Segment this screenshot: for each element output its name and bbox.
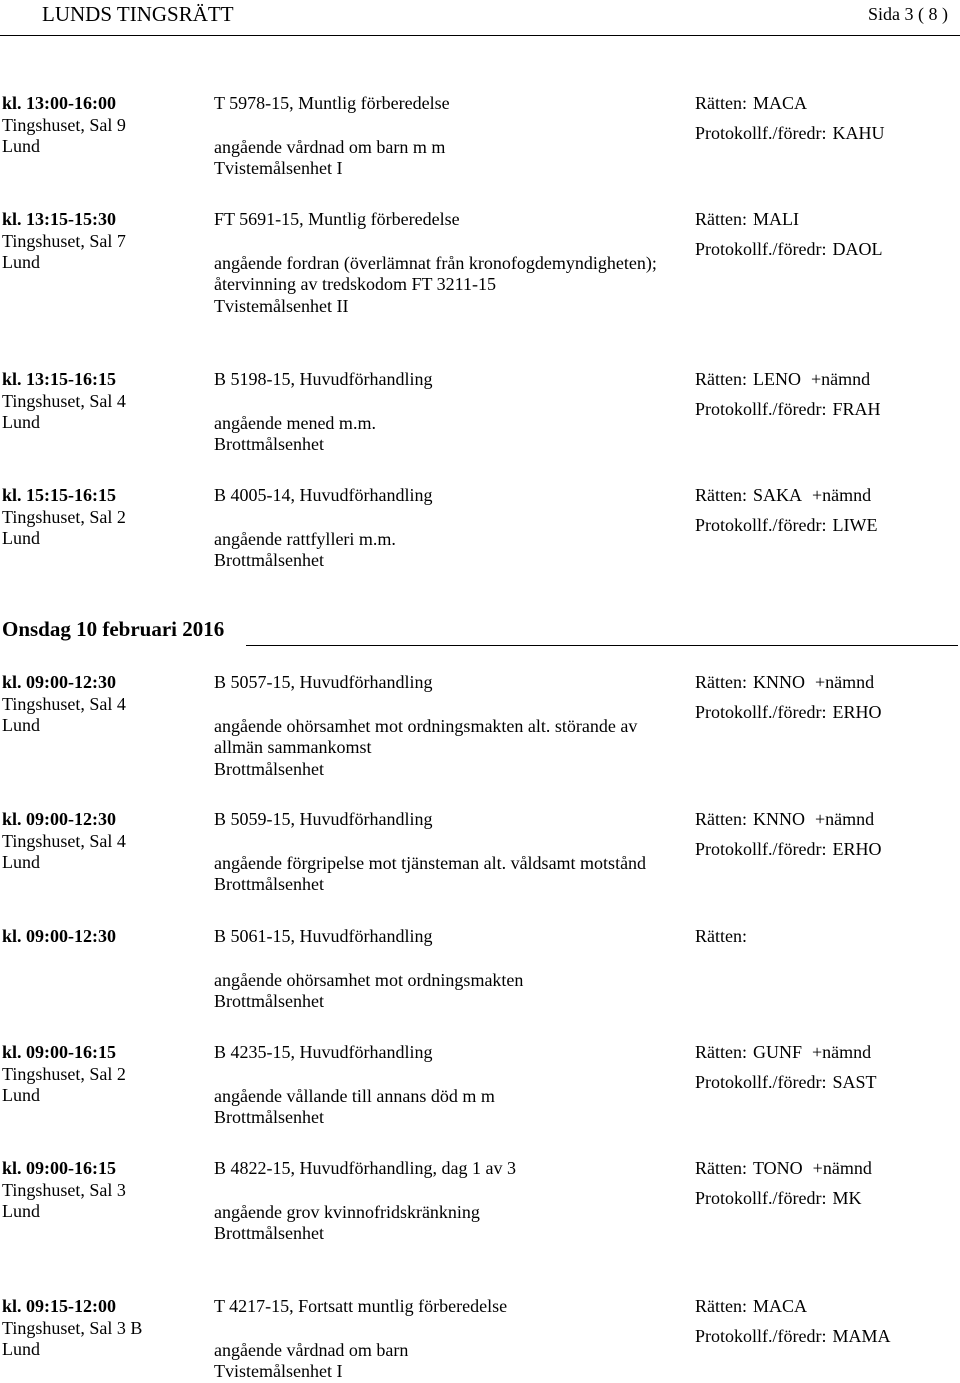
hearing-time-place — [2, 485, 202, 550]
spacer — [214, 507, 684, 529]
hearing-court — [695, 369, 957, 420]
court-line — [695, 1158, 957, 1180]
court-judge: KNNO — [753, 809, 805, 829]
hearing-city: Lund — [2, 136, 40, 156]
court-line — [695, 1042, 957, 1064]
hearing-court — [695, 672, 957, 723]
case-subject: angående fordran (överlämnat från kronofogdemyndigheten); återvinning av tredskodom FT 3211-15 — [214, 252, 657, 294]
page-header — [0, 0, 960, 34]
protocol-label: Protokollf./föredr: — [695, 1187, 827, 1208]
hearing-case — [214, 809, 684, 896]
hearing-city: Lund — [2, 852, 40, 872]
lay-judges: +nämnd — [811, 369, 871, 389]
case-title: FT 5691-15, Muntlig förberedelse — [214, 209, 460, 229]
hearing-case — [214, 672, 684, 780]
court-label: Rätten: — [695, 369, 747, 389]
hearing-time-place — [2, 926, 202, 948]
case-unit: Brottmålsenhet — [214, 758, 324, 779]
lay-judges: +nämnd — [812, 1158, 872, 1178]
hearing-room: Tingshuset, Sal 3 — [2, 1179, 126, 1200]
hearing-time: kl. 09:00-16:15 — [2, 1158, 116, 1178]
case-subject: angående ohörsamhet mot ordningsmakten — [214, 969, 524, 990]
case-subject: angående grov kvinnofridskränkning — [214, 1201, 480, 1222]
day-heading-divider — [246, 645, 958, 646]
hearing-court — [695, 1042, 957, 1093]
protocol-clerk: FRAH — [832, 398, 881, 419]
lay-judges: +nämnd — [812, 485, 872, 505]
hearing-court — [695, 209, 957, 260]
page-number: Sida 3 ( 8 ) — [868, 4, 948, 24]
case-subject: angående vårdnad om barn m m — [214, 136, 446, 157]
case-subject: angående mened m.m. — [214, 412, 376, 433]
case-title: B 5198-15, Huvudförhandling — [214, 369, 433, 389]
court-line — [695, 485, 957, 507]
hearing-time-place — [2, 1158, 202, 1223]
protocol-label: Protokollf./föredr: — [695, 838, 827, 859]
court-line — [695, 1296, 957, 1318]
hearing-time: kl. 09:00-12:30 — [2, 672, 116, 692]
hearing-case — [214, 369, 684, 456]
court-line — [695, 209, 957, 231]
case-title: T 4217-15, Fortsatt muntlig förberedelse — [214, 1296, 508, 1316]
hearing-time: kl. 13:15-15:30 — [2, 209, 116, 229]
court-label: Rätten: — [695, 1296, 747, 1316]
protocol-clerk: SAST — [832, 1071, 877, 1092]
case-unit: Brottmålsenhet — [214, 550, 324, 570]
hearing-time-place — [2, 672, 202, 737]
hearing-court — [695, 93, 957, 144]
protocol-clerk: LIWE — [832, 514, 878, 535]
hearing-case — [214, 1042, 684, 1129]
court-line — [695, 809, 957, 831]
hearing-time-place — [2, 1042, 202, 1107]
hearing-city: Lund — [2, 715, 40, 735]
hearing-time: kl. 09:00-12:30 — [2, 809, 116, 829]
hearing-case — [214, 485, 684, 572]
court-name: LUNDS TINGSRÄTT — [42, 2, 234, 26]
hearing-time: kl. 15:15-16:15 — [2, 485, 116, 505]
protocol-clerk: DAOL — [832, 238, 883, 259]
spacer — [214, 694, 684, 716]
hearing-city: Lund — [2, 252, 40, 272]
case-title: B 5057-15, Huvudförhandling — [214, 672, 433, 692]
lay-judges: +nämnd — [815, 809, 875, 829]
protocol-line — [695, 1188, 957, 1210]
case-title: B 5061-15, Huvudförhandling — [214, 926, 433, 946]
spacer — [214, 1064, 684, 1086]
hearing-room: Tingshuset, Sal 9 — [2, 114, 126, 135]
hearing-city: Lund — [2, 528, 40, 548]
hearing-room: Tingshuset, Sal 3 B — [2, 1317, 143, 1338]
court-label: Rätten: — [695, 672, 747, 692]
case-title: B 4005-14, Huvudförhandling — [214, 485, 433, 505]
court-judge: LENO — [753, 369, 801, 389]
court-label: Rätten: — [695, 1042, 747, 1062]
lay-judges: +nämnd — [815, 672, 875, 692]
hearing-time-place — [2, 1296, 202, 1361]
hearing-room: Tingshuset, Sal 4 — [2, 693, 126, 714]
hearing-time: kl. 13:15-16:15 — [2, 369, 116, 389]
protocol-clerk: ERHO — [832, 838, 882, 859]
court-judge: KNNO — [753, 672, 805, 692]
case-title: T 5978-15, Muntlig förberedelse — [214, 93, 450, 113]
case-unit: Brottmålsenhet — [214, 434, 324, 454]
protocol-line — [695, 399, 957, 421]
lay-judges: +nämnd — [812, 1042, 872, 1062]
court-judge: SAKA — [753, 485, 803, 505]
spacer — [214, 948, 684, 970]
hearing-case — [214, 93, 684, 180]
court-line — [695, 93, 957, 115]
court-label: Rätten: — [695, 926, 747, 946]
case-title: B 5059-15, Huvudförhandling — [214, 809, 433, 829]
hearing-time-place — [2, 209, 202, 274]
court-label: Rätten: — [695, 1158, 747, 1178]
case-unit: Tvistemålsenhet I — [214, 158, 343, 178]
hearing-case — [214, 1158, 684, 1245]
case-subject: angående vållande till annans död m m — [214, 1085, 495, 1106]
hearing-case — [214, 1296, 684, 1383]
protocol-line — [695, 702, 957, 724]
protocol-line — [695, 1326, 957, 1348]
hearing-time: kl. 09:00-12:30 — [2, 926, 116, 946]
case-unit: Tvistemålsenhet II — [214, 295, 349, 316]
hearing-court — [695, 809, 957, 860]
protocol-clerk: MAMA — [832, 1325, 891, 1346]
court-label: Rätten: — [695, 485, 747, 505]
day-heading: Onsdag 10 februari 2016 — [2, 617, 225, 641]
protocol-label: Protokollf./föredr: — [695, 701, 827, 722]
protocol-line — [695, 239, 957, 261]
case-unit: Tvistemålsenhet I — [214, 1361, 343, 1381]
case-subject: angående förgripelse mot tjänsteman alt. våldsamt motstånd — [214, 852, 647, 873]
case-subject: angående ohörsamhet mot ordningsmakten alt. störande av allmän sammankomst — [214, 715, 638, 757]
hearing-case — [214, 926, 684, 1013]
protocol-clerk: ERHO — [832, 701, 882, 722]
hearing-room: Tingshuset, Sal 4 — [2, 830, 126, 851]
protocol-label: Protokollf./föredr: — [695, 398, 827, 419]
hearing-city: Lund — [2, 1085, 40, 1105]
case-title: B 4235-15, Huvudförhandling — [214, 1042, 433, 1062]
hearing-court — [695, 926, 957, 948]
case-unit: Brottmålsenhet — [214, 874, 324, 894]
hearing-time-place — [2, 809, 202, 874]
court-line — [695, 369, 957, 391]
case-unit: Brottmålsenhet — [214, 991, 324, 1011]
hearing-case — [214, 209, 684, 317]
case-subject: angående rattfylleri m.m. — [214, 528, 396, 549]
court-label: Rätten: — [695, 209, 747, 229]
court-line — [695, 926, 957, 948]
protocol-line — [695, 515, 957, 537]
court-judge: MACA — [753, 93, 808, 113]
hearing-time-place — [2, 93, 202, 158]
hearing-room: Tingshuset, Sal 7 — [2, 230, 126, 251]
protocol-label: Protokollf./föredr: — [695, 238, 827, 259]
hearing-city: Lund — [2, 1339, 40, 1359]
protocol-label: Protokollf./föredr: — [695, 1071, 827, 1092]
spacer — [214, 115, 684, 137]
case-unit: Brottmålsenhet — [214, 1107, 324, 1127]
court-label: Rätten: — [695, 809, 747, 829]
spacer — [214, 231, 684, 253]
hearing-city: Lund — [2, 412, 40, 432]
protocol-label: Protokollf./föredr: — [695, 122, 827, 143]
protocol-clerk: KAHU — [832, 122, 885, 143]
spacer — [214, 1180, 684, 1202]
spacer — [214, 1318, 684, 1340]
protocol-line — [695, 1072, 957, 1094]
hearing-city: Lund — [2, 1201, 40, 1221]
spacer — [214, 391, 684, 413]
hearing-time: kl. 09:15-12:00 — [2, 1296, 116, 1316]
hearing-room: Tingshuset, Sal 4 — [2, 390, 126, 411]
case-title: B 4822-15, Huvudförhandling, dag 1 av 3 — [214, 1158, 516, 1178]
protocol-label: Protokollf./föredr: — [695, 1325, 827, 1346]
spacer — [214, 831, 684, 853]
case-unit: Brottmålsenhet — [214, 1223, 324, 1243]
court-judge: TONO — [753, 1158, 803, 1178]
hearing-time: kl. 13:00-16:00 — [2, 93, 116, 113]
court-judge: MACA — [753, 1296, 808, 1316]
hearing-time-place — [2, 369, 202, 434]
case-subject: angående vårdnad om barn — [214, 1339, 409, 1360]
court-judge: MALI — [753, 209, 799, 229]
protocol-line — [695, 839, 957, 861]
court-label: Rätten: — [695, 93, 747, 113]
protocol-line — [695, 123, 957, 145]
hearing-court — [695, 485, 957, 536]
header-divider — [0, 35, 960, 36]
hearing-room: Tingshuset, Sal 2 — [2, 1063, 126, 1084]
protocol-label: Protokollf./föredr: — [695, 514, 827, 535]
hearing-court — [695, 1158, 957, 1209]
protocol-clerk: MK — [832, 1187, 862, 1208]
hearing-time: kl. 09:00-16:15 — [2, 1042, 116, 1062]
court-judge: GUNF — [753, 1042, 803, 1062]
court-line — [695, 672, 957, 694]
hearing-court — [695, 1296, 957, 1347]
hearing-room: Tingshuset, Sal 2 — [2, 506, 126, 527]
